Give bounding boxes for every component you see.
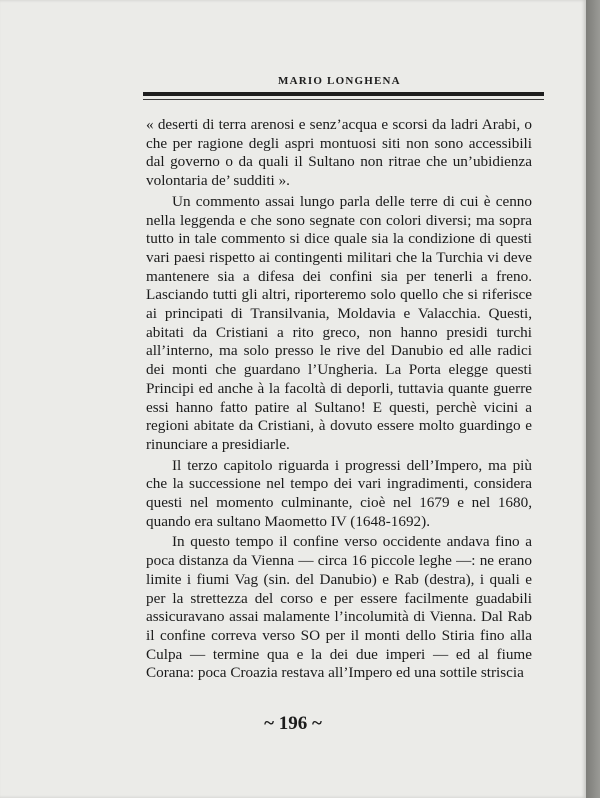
- paragraph-4: In questo tempo il confine verso occidente andava fino a poca distanza da Vienna — circa 16 piccole leghe —: ne erano limite i fiumi Vag (sin. del Danubio) e Rab (destra), i quali e per la strettezza del corso e per essere facilmente guadabili assicuravano assai malamente l’incolumità di Vienna. Dal Rab il confine correva verso SO per il monti dello Stiria fino alla Culpa — termine qua e la dei due imperi — ed al fiume Corana: poca Croazia restava all’Impero ed una sottile striscia: [146, 533, 532, 682]
- body-text: [146, 116, 532, 683]
- paragraph-2: Un commento assai lungo parla delle terre di cui è cenno nella leggenda e che sono segnate con colori diversi; ma sopra tutto in tale commento si dice quale sia la condizione di questi vari paesi rispetto ai contingenti militari che la Turchia vi deve mantenere sia a difesa dei confini sia per tenerli a freno. Lasciando tutti gli altri, riporteremo solo quello che si riferisce ai principati di Transilvania, Moldavia e Valacchia. Questi, abitati da Cristiani a rito greco, non hanno presidi turchi all’interno, ma solo presso le rive del Danubio ed alle radici dei monti che guardano l’Ungheria. La Porta elegge questi Principi ed anche à la facoltà di deporli, tuttavia quante guerre essi hanno fatto patire al Sultano! E questi, perchè vicini a regioni abitate da Cristiani, à dovuto essere molto guardingo e rinunciare a presidiarle.: [146, 192, 532, 453]
- page-number: ~ 196 ~: [264, 713, 322, 734]
- paragraph-1: « deserti di terra arenosi e senz’acqua e scorsi da ladri Arabi, o che per ragione degli aspri montuosi siti non sono accessibili dal governo o da quali il Sultano non ritrae che un’ubidienza volontaria de’ sudditi ».: [146, 116, 532, 190]
- header-rule-thin: [143, 99, 544, 100]
- page-edge: [586, 0, 600, 798]
- running-header: MARIO LONGHENA: [278, 75, 401, 87]
- paragraph-3: Il terzo capitolo riguarda i progressi dell’Impero, ma più che la successione nel tempo dei vari ingradimenti, considera questi nel momento culminante, cioè nel 1679 e nel 1680, quando era sultano Maometto IV (1648-1692).: [146, 456, 532, 530]
- header-rule-thick: [143, 92, 544, 96]
